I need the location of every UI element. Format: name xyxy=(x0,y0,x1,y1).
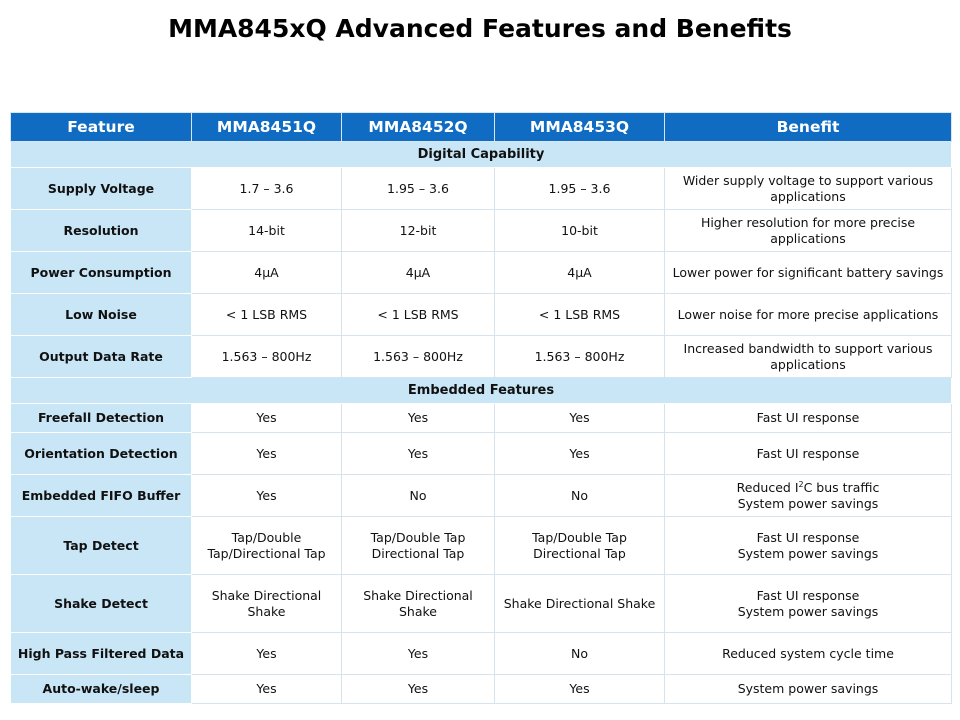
mma8453q-cell: Yes xyxy=(495,433,665,475)
benefit-cell: Reduced system cycle time xyxy=(665,633,952,675)
benefit-cell: Fast UI response xyxy=(665,433,952,475)
mma8452q-cell: 12-bit xyxy=(342,210,495,252)
mma8453q-cell: 10-bit xyxy=(495,210,665,252)
mma8453q-cell: Yes xyxy=(495,404,665,433)
mma8453q-cell: < 1 LSB RMS xyxy=(495,294,665,336)
table-row xyxy=(11,294,952,336)
mma8452q-cell: No xyxy=(342,475,495,517)
superscript: 2 xyxy=(798,479,804,489)
table-row xyxy=(11,675,952,704)
benefit-cell: Higher resolution for more precise applications xyxy=(665,210,952,252)
mma8453q-cell: Tap/Double Tap Directional Tap xyxy=(495,517,665,575)
benefit-cell: Lower power for significant battery savings xyxy=(665,252,952,294)
mma8451q-cell: Yes xyxy=(192,633,342,675)
mma8453q-cell: 1.563 – 800Hz xyxy=(495,336,665,378)
mma8451q-cell: < 1 LSB RMS xyxy=(192,294,342,336)
header-mma8453q: MMA8453Q xyxy=(495,113,665,142)
features-table xyxy=(10,112,952,704)
mma8452q-cell: 1.95 – 3.6 xyxy=(342,168,495,210)
mma8453q-cell: 4µA xyxy=(495,252,665,294)
feature-cell: Output Data Rate xyxy=(11,336,192,378)
benefit-cell: System power savings xyxy=(665,675,952,704)
mma8453q-cell: Shake Directional Shake xyxy=(495,575,665,633)
mma8451q-cell: Yes xyxy=(192,675,342,704)
benefit-cell xyxy=(665,517,952,575)
header-mma8451q: MMA8451Q xyxy=(192,113,342,142)
mma8451q-cell: 4µA xyxy=(192,252,342,294)
benefit-line2: System power savings xyxy=(737,495,879,511)
table-row xyxy=(11,252,952,294)
table-row xyxy=(11,168,952,210)
mma8451q-cell: Tap/Double Tap/Directional Tap xyxy=(192,517,342,575)
table-row xyxy=(11,404,952,433)
mma8452q-cell: 4µA xyxy=(342,252,495,294)
feature-cell: Resolution xyxy=(11,210,192,252)
mma8452q-cell: Tap/Double Tap Directional Tap xyxy=(342,517,495,575)
header-benefit: Benefit xyxy=(665,113,952,142)
benefit-cell: Lower noise for more precise applications xyxy=(665,294,952,336)
table-header-row xyxy=(11,113,952,142)
table-row xyxy=(11,210,952,252)
section-label: Digital Capability xyxy=(11,142,952,168)
benefit-cell: Fast UI response xyxy=(665,404,952,433)
table-row xyxy=(11,475,952,517)
section-row-embedded-features xyxy=(11,378,952,404)
page-title: MMA845xQ Advanced Features and Benefits xyxy=(168,14,792,43)
benefit-line2: System power savings xyxy=(737,603,879,619)
mma8451q-cell: Yes xyxy=(192,404,342,433)
mma8451q-cell: 1.563 – 800Hz xyxy=(192,336,342,378)
feature-cell: Freefall Detection xyxy=(11,404,192,433)
feature-cell: Auto-wake/sleep xyxy=(11,675,192,704)
header-feature: Feature xyxy=(11,113,192,142)
mma8453q-cell: No xyxy=(495,633,665,675)
mma8451q-cell: 1.7 – 3.6 xyxy=(192,168,342,210)
mma8451q-cell: 14-bit xyxy=(192,210,342,252)
benefit-cell: Increased bandwidth to support various applications xyxy=(665,336,952,378)
section-label: Embedded Features xyxy=(11,378,952,404)
feature-cell: Orientation Detection xyxy=(11,433,192,475)
benefit-cell: Wider supply voltage to support various applications xyxy=(665,168,952,210)
feature-cell: Low Noise xyxy=(11,294,192,336)
mma8453q-cell: 1.95 – 3.6 xyxy=(495,168,665,210)
table-row xyxy=(11,575,952,633)
mma8452q-cell: < 1 LSB RMS xyxy=(342,294,495,336)
mma8452q-cell: Yes xyxy=(342,675,495,704)
mma8453q-cell: No xyxy=(495,475,665,517)
table-row xyxy=(11,336,952,378)
mma8452q-cell: Yes xyxy=(342,633,495,675)
feature-cell: Shake Detect xyxy=(11,575,192,633)
mma8452q-cell: Yes xyxy=(342,433,495,475)
feature-cell: High Pass Filtered Data xyxy=(11,633,192,675)
mma8452q-cell: Yes xyxy=(342,404,495,433)
benefit-cell xyxy=(665,475,952,517)
feature-cell: Power Consumption xyxy=(11,252,192,294)
mma8451q-cell: Yes xyxy=(192,475,342,517)
benefit-line1: Fast UI response xyxy=(756,587,860,603)
feature-cell: Tap Detect xyxy=(11,517,192,575)
table-row xyxy=(11,517,952,575)
mma8451q-cell: Yes xyxy=(192,433,342,475)
benefit-text-pre: Reduced I xyxy=(736,479,799,495)
mma8452q-cell: 1.563 – 800Hz xyxy=(342,336,495,378)
table-row xyxy=(11,633,952,675)
benefit-line1: Fast UI response xyxy=(756,529,860,545)
benefit-cell xyxy=(665,575,952,633)
feature-cell: Embedded FIFO Buffer xyxy=(11,475,192,517)
table-row xyxy=(11,433,952,475)
mma8453q-cell: Yes xyxy=(495,675,665,704)
mma8451q-cell: Shake Directional Shake xyxy=(192,575,342,633)
mma8452q-cell: Shake Directional Shake xyxy=(342,575,495,633)
header-mma8452q: MMA8452Q xyxy=(342,113,495,142)
benefit-text-post: C bus traffic xyxy=(803,479,880,495)
section-row-digital-capability xyxy=(11,142,952,168)
benefit-line2: System power savings xyxy=(737,545,879,561)
feature-cell: Supply Voltage xyxy=(11,168,192,210)
